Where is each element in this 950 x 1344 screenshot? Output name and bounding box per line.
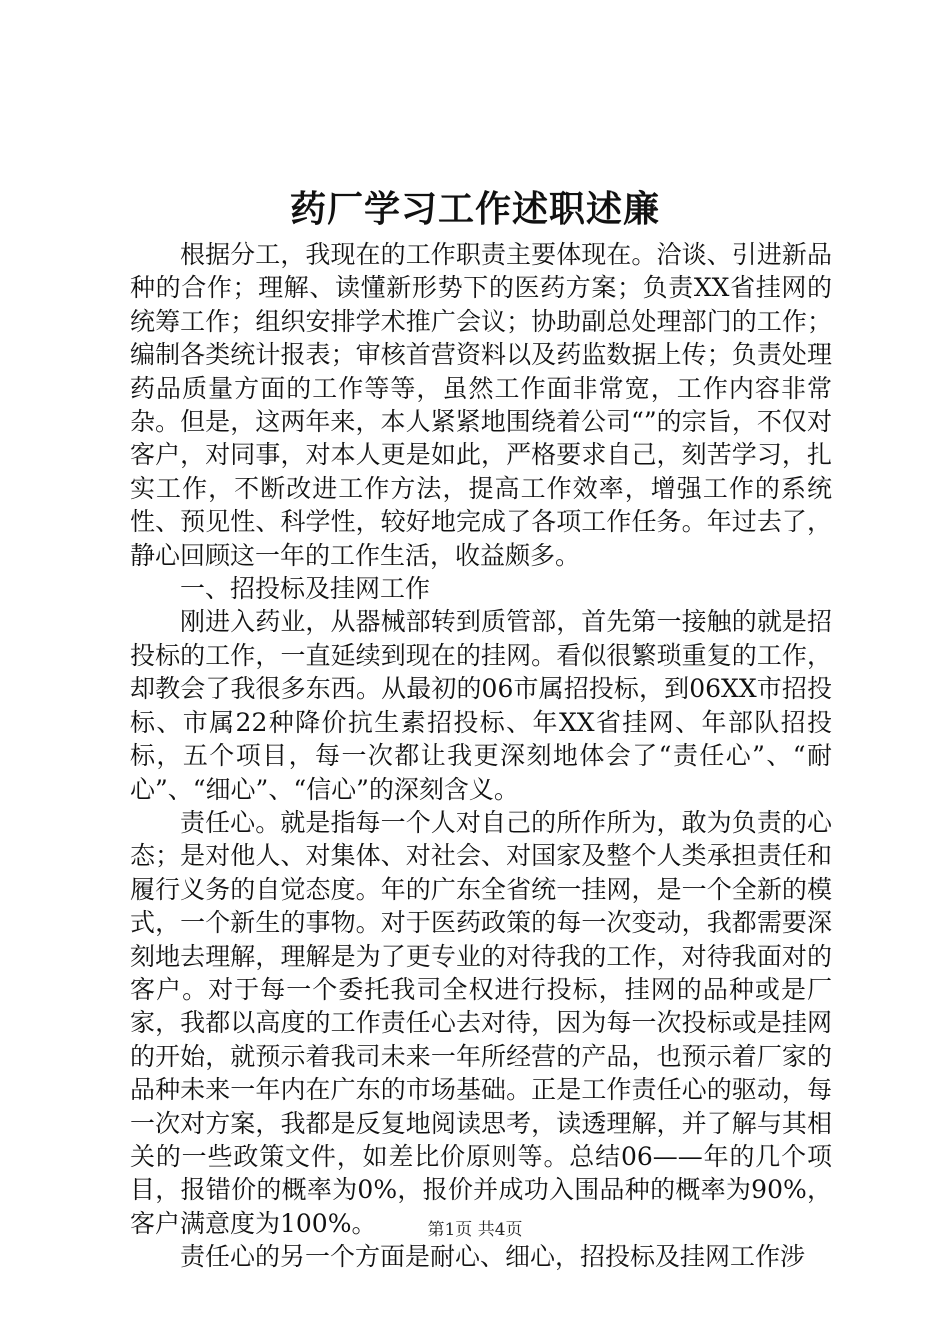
page-footer: 第1页 共4页 (427, 1220, 523, 1240)
paragraph-responsibility: 责任心。就是指每一个人对自己的所作所为，敢为负责的心态；是对他人、对集体、对社会、对国家及整个人类承担责任和履行义务的自觉态度。年的广东全省统一挂网，是一个全新的模式，一个新生的事物。对于医药政策的每一次变动，我都需要深刻地去理解，理解是为了更专业的对待我的工作，对待我面对的客户。对于每一个委托我司全权进行投标，挂网的品种或是厂家，我都以高度的工作责任心去对待，因为每一次投标或是挂网的开始，就预示着我司未来一年所经营的产品，也预示着厂家的品种未来一年内在广东的市场基础。正是工作责任心的驱动，每一次对方案，我都是反复地阅读思考，读透理解，并了解与其相关的一些政策文件，如差比价原则等。总结06——年的几个项目，报错价的概率为0%，报价并成功入围品种的概率为90%，客户满意度为100%。 (130, 807, 832, 1238)
document-body (130, 238, 832, 1274)
paragraph-duties: 根据分工，我现在的工作职责主要体现在。洽谈、引进新品种的合作；理解、读懂新形势下的医药方案；负责XX省挂网的统筹工作；组织安排学术推广会议；协助副总处理部门的工作；编制各类统计报表；审核首营资料以及药监数据上传；负责处理药品质量方面的工作等等，虽然工作面非常宽，工作内容非常杂。但是，这两年来，本人紧紧地围绕着公司“”的宗旨，不仅对客户，对同事，对本人更是如此，严格要求自己，刻苦学习，扎实工作，不断改进工作方法，提高工作效率，增强工作的系统性、预见性、科学性，较好地完成了各项工作任务。年过去了，静心回顾这一年的工作生活，收益颇多。 (130, 240, 832, 570)
section-heading-bidding: 一、招投标及挂网工作 (180, 574, 431, 604)
paragraph-bidding: 刚进入药业，从器械部转到质管部，首先第一接触的就是招投标的工作，一直延续到现在的挂网。看似很繁琐重复的工作，却教会了我很多东西。从最初的06市属招投标，到06XX市招投标、市属22种降价抗生素招投标、年XX省挂网、年部队招投标，五个项目，每一次都让我更深刻地体会了“责任心”、“耐心”、“细心”、“信心”的深刻含义。 (130, 607, 832, 804)
document-title: 药厂学习工作述职述廉 (289, 188, 660, 230)
paragraph-patience: 责任心的另一个方面是耐心、细心，招投标及挂网工作涉 (180, 1242, 806, 1272)
